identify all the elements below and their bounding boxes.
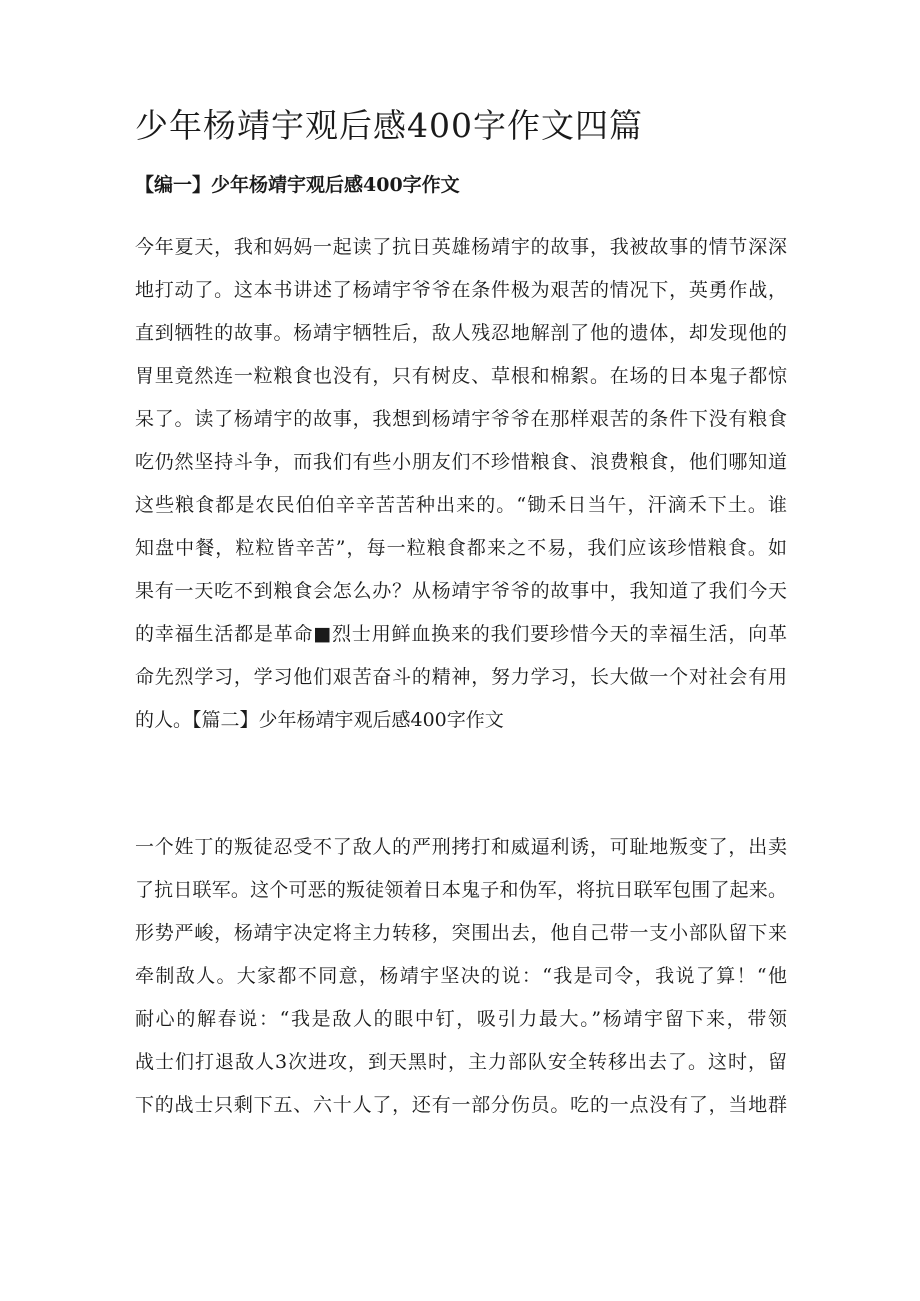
text-line: 耐心的解春说：“我是敌人的眼中钉，吸引力最大。”杨靖宇留下来，带领 [135,1008,787,1030]
document-title: 少年杨靖宇观后感400字作文四篇 [135,106,643,145]
text-line: 今年夏天，我和妈妈一起读了抗日英雄杨靖宇的故事，我被故事的情节深深 [135,236,787,258]
text-line: 形势严峻，杨靖宇决定将主力转移，突围出去，他自己带一支小部队留下来 [135,922,787,944]
text-line: 的人。【篇二】少年杨靖宇观后感400字作文 [135,709,504,731]
text-line: 地打动了。这本书讲述了杨靖宇爷爷在条件极为艰苦的情况下，英勇作战， [135,279,787,301]
text-line: 知盘中餐，粒粒皆辛苦”，每一粒粮食都来之不易，我们应该珍惜粮食。如 [135,537,787,559]
text-line: 战士们打退敌人3次进攻，到天黑时，主力部队安全转移出去了。这时，留 [135,1051,787,1073]
text-line: 吃仍然坚持斗争，而我们有些小朋友们不珍惜粮食、浪费粮食，他们哪知道 [135,451,787,473]
section-heading: 【编一】少年杨靖宇观后感400字作文 [135,174,460,196]
text-line: 这些粮食都是农民伯伯辛辛苦苦种出来的。“锄禾日当午，汗滴禾下土。谁 [135,494,787,516]
text-line: 命先烈学习，学习他们艰苦奋斗的精神，努力学习，长大做一个对社会有用 [135,666,787,688]
text-line: 呆了。读了杨靖宇的故事，我想到杨靖宇爷爷在那样艰苦的条件下没有粮食 [135,408,787,430]
text-line: 牵制敌人。大家都不同意，杨靖宇坚决的说：“我是司令，我说了算！“他 [135,965,787,987]
text-line: 的幸福生活都是革命■烈士用鲜血换来的我们要珍惜今天的幸福生活，向革 [135,623,787,645]
text-line: 果有一天吃不到粮食会怎么办？从杨靖宇爷爷的故事中，我知道了我们今天 [135,580,787,602]
paragraph-1 [135,226,787,742]
text-line: 下的战士只剩下五、六十人了，还有一部分伤员。吃的一点没有了，当地群 [135,1094,787,1116]
paragraph-2 [135,826,787,1127]
text-line: 一个姓丁的叛徒忍受不了敌人的严刑拷打和威逼利诱，可耻地叛变了，出卖 [135,836,787,858]
text-line: 胃里竟然连一粒粮食也没有，只有树皮、草根和棉絮。在场的日本鬼子都惊 [135,365,787,387]
text-line: 直到牺牲的故事。杨靖宇牺牲后，敌人残忍地解剖了他的遗体，却发现他的 [135,322,787,344]
text-line: 了抗日联军。这个可恶的叛徒领着日本鬼子和伪军，将抗日联军包围了起来。 [135,879,787,901]
